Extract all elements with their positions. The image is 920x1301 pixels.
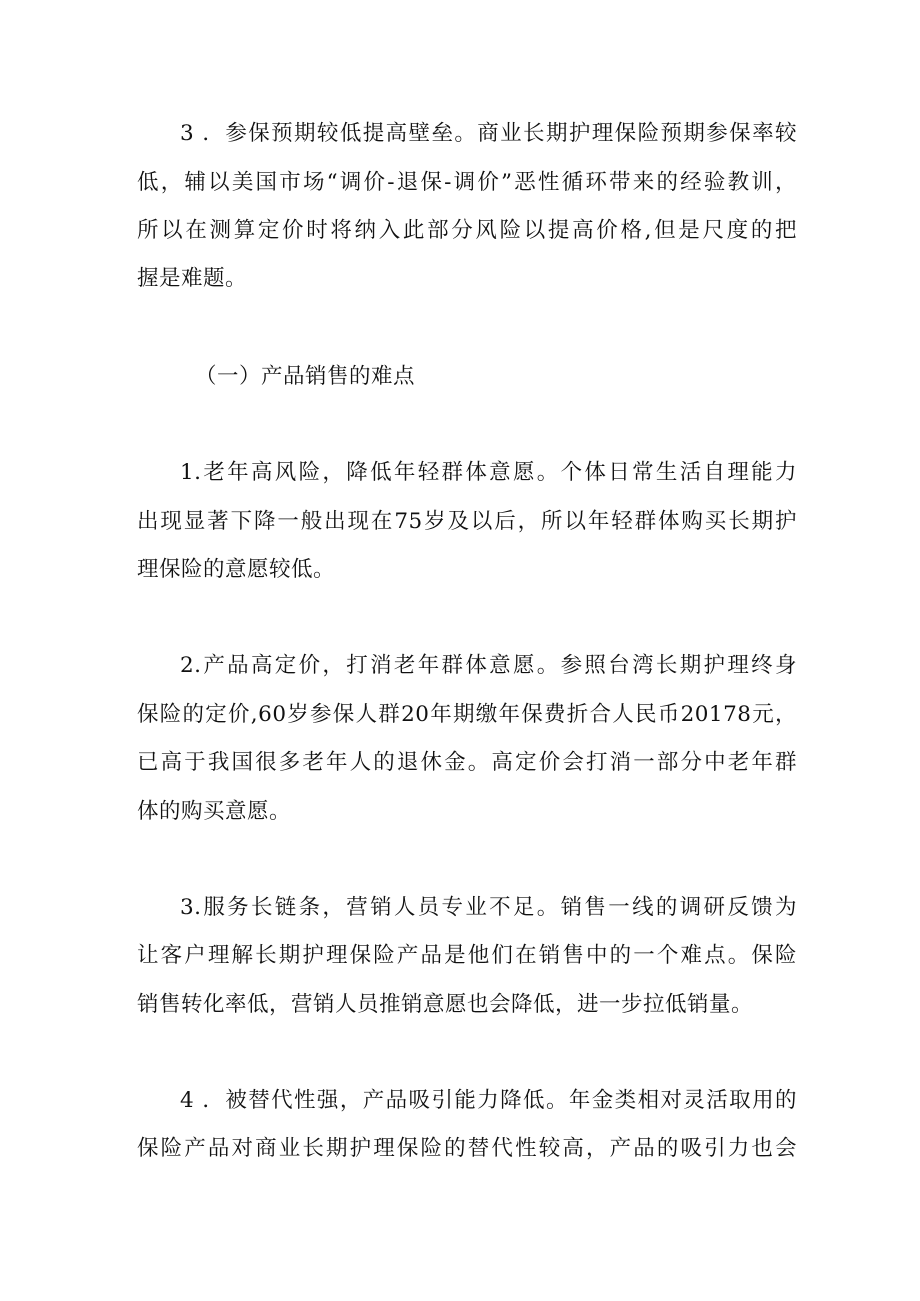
paragraph-line: 3.服务长链条，营销人员专业不足。销售一线的调研反馈为 <box>180 895 797 920</box>
paragraph-line: 理保险的意愿较低。 <box>137 557 336 582</box>
paragraph-line: 让客户理解长期护理保险产品是他们在销售中的一个难点。保险 <box>137 943 797 968</box>
paragraph-line: 1.老年高风险，降低年轻群体意愿。个体日常生活自理能力 <box>180 460 797 485</box>
paragraph-line: 保险产品对商业长期护理保险的替代性较高，产品的吸引力也会 <box>137 1136 797 1161</box>
section-heading: （一）产品销售的难点 <box>195 364 416 389</box>
paragraph-line: 保险的定价,60岁参保人群20年期缴年保费折合人民币20178元， <box>137 702 797 727</box>
paragraph-line: 3 ．参保预期较低提高壁垒。商业长期护理保险预期参保率较 <box>180 121 797 146</box>
paragraph-line: 已高于我国很多老年人的退休金。高定价会打消一部分中老年群 <box>137 750 797 775</box>
paragraph-line: 体的购买意愿。 <box>137 799 292 824</box>
paragraph-line: 2.产品高定价，打消老年群体意愿。参照台湾长期护理终身 <box>180 653 797 678</box>
paragraph-line: 4 ．被替代性强，产品吸引能力降低。年金类相对灵活取用的 <box>180 1088 797 1113</box>
paragraph-line: 销售转化率低，营销人员推销意愿也会降低，进一步拉低销量。 <box>137 992 754 1017</box>
paragraph-line: 出现显著下降一般出现在75岁及以后，所以年轻群体购买长期护 <box>137 509 797 534</box>
paragraph-line: 所以在测算定价时将纳入此部分风险以提高价格,但是尺度的把 <box>137 218 797 243</box>
paragraph-line: 低，辅以美国市场“调价-退保-调价”恶性循环带来的经验教训， <box>137 170 797 195</box>
paragraph-line: 握是难题。 <box>137 266 248 291</box>
